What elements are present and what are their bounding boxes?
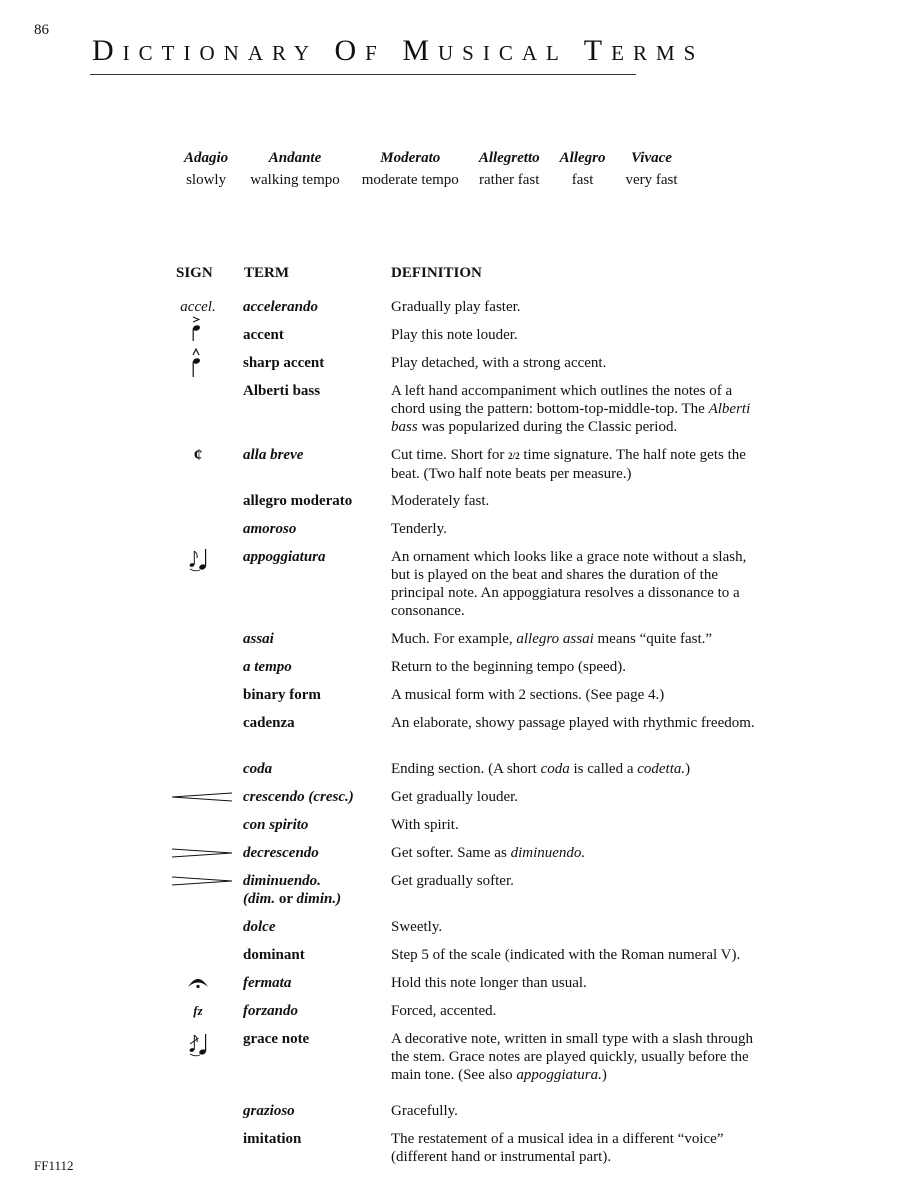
accel-sign: accel.	[180, 299, 216, 315]
tempo-term: Allegro	[559, 150, 606, 166]
entry-sharp-accent	[0, 354, 900, 372]
tempo-terms-row	[174, 150, 688, 172]
entry-dolce	[0, 918, 900, 936]
header-sign: SIGN	[176, 265, 213, 281]
sign-cell	[160, 548, 236, 572]
decrescendo-hairpin-icon	[172, 844, 234, 862]
term: Alberti bass	[243, 383, 321, 399]
definition: Get gradually louder.	[391, 789, 519, 805]
definition: Tenderly.	[391, 521, 447, 537]
entry-amoroso	[0, 520, 900, 538]
sign-cell	[172, 872, 234, 890]
term: allegro moderato	[243, 493, 353, 509]
sign-cell	[160, 354, 236, 378]
tempo-term: Andante	[268, 150, 322, 166]
tempo-term: Adagio	[184, 150, 229, 166]
tempo-meaning: fast	[571, 172, 594, 188]
term: grazioso	[243, 1103, 295, 1119]
definition: Play this note louder.	[391, 327, 518, 343]
entry-accelerando	[0, 298, 900, 316]
entry-appoggiatura	[0, 548, 900, 620]
definition: Sweetly.	[391, 919, 443, 935]
term: grace note	[243, 1031, 310, 1047]
entry-dominant	[0, 946, 900, 964]
grace-note-icon	[185, 1030, 211, 1058]
entry-accent	[0, 326, 900, 344]
time-signature-fraction: 2/2	[508, 451, 520, 461]
sign-cell	[160, 326, 236, 342]
sign-cell	[172, 788, 234, 806]
appoggiatura-note-icon	[185, 546, 211, 572]
entry-alberti-bass	[0, 382, 900, 436]
tempo-term: Vivace	[631, 150, 672, 166]
entry-crescendo	[0, 788, 900, 806]
cut-time-sign: ¢	[193, 445, 203, 464]
definition: With spirit.	[391, 817, 459, 833]
definition: Much. For example, allegro assai means “quite fast.”	[391, 631, 713, 647]
term: sharp accent	[243, 355, 325, 371]
sign-cell	[160, 1002, 236, 1020]
term: diminuendo. (dim. or dimin.)	[243, 873, 342, 907]
term: dominant	[243, 947, 305, 963]
definition: Forced, accented.	[391, 1003, 497, 1019]
tempo-meaning: walking tempo	[250, 172, 340, 188]
term: assai	[243, 631, 274, 647]
definition: Moderately fast.	[391, 493, 490, 509]
entry-grace-note	[0, 1030, 900, 1092]
sign-cell	[160, 974, 236, 990]
tempo-meanings-row	[174, 172, 688, 194]
accent-note-icon	[190, 316, 206, 342]
title-rule	[90, 74, 636, 75]
entry-coda	[0, 760, 900, 778]
term: fermata	[243, 975, 292, 991]
term: alla breve	[243, 447, 304, 463]
term: coda	[243, 761, 273, 777]
entry-con-spirito	[0, 816, 900, 834]
fermata-icon	[186, 974, 210, 990]
sign-cell	[172, 844, 234, 862]
term: cadenza	[243, 715, 295, 731]
entry-fermata	[0, 974, 900, 992]
tempo-table	[174, 150, 688, 194]
entry-cadenza	[0, 714, 900, 750]
term: a tempo	[243, 659, 292, 675]
definition: Step 5 of the scale (indicated with the Roman numeral V).	[391, 947, 741, 963]
entry-a-tempo	[0, 658, 900, 676]
definition: Return to the beginning tempo (speed).	[391, 659, 626, 675]
definition: Hold this note longer than usual.	[391, 975, 587, 991]
term: binary form	[243, 687, 321, 703]
definition: A musical form with 2 sections. (See page 4.)	[391, 687, 665, 703]
definition: An ornament which looks like a grace note without a slash, but is played on the beat and shares the duration of the principal note. An appoggiatura resolves a dissonance to a consonance.	[391, 549, 747, 619]
term: decrescendo	[243, 845, 319, 861]
page-title: Dictionary Of Musical Terms	[92, 34, 705, 67]
crescendo-hairpin-icon	[172, 788, 234, 806]
sign-cell	[160, 446, 236, 465]
entry-alla-breve	[0, 446, 900, 482]
definition: Gracefully.	[391, 1103, 458, 1119]
definition: A left hand accompaniment which outlines the notes of a chord using the pattern: bottom-top-middle-top. The Alberti bass was popularized during the Classic period.	[391, 383, 751, 435]
term: crescendo (cresc.)	[243, 789, 354, 805]
term: forzando	[243, 1003, 299, 1019]
term: amoroso	[243, 521, 297, 537]
definition: Get softer. Same as diminuendo.	[391, 845, 586, 861]
sign-cell	[160, 1030, 236, 1058]
diminuendo-hairpin-icon	[172, 872, 234, 890]
term: imitation	[243, 1131, 302, 1147]
definition: An elaborate, showy passage played with rhythmic freedom.	[391, 715, 755, 731]
sign-cell	[160, 298, 236, 316]
entry-allegro-moderato	[0, 492, 900, 510]
entry-decrescendo	[0, 844, 900, 862]
sharp-accent-note-icon	[190, 348, 206, 378]
term: con spirito	[243, 817, 309, 833]
definition: Get gradually softer.	[391, 873, 514, 889]
entry-assai	[0, 630, 900, 648]
forzando-sign: fz	[193, 1003, 203, 1018]
definition: The restatement of a musical idea in a different “voice” (different hand or instrumental part).	[391, 1131, 724, 1165]
entry-imitation	[0, 1130, 900, 1166]
entry-grazioso	[0, 1102, 900, 1120]
tempo-meaning: rather fast	[479, 172, 540, 188]
tempo-meaning: slowly	[186, 172, 227, 188]
term: accelerando	[243, 299, 318, 315]
tempo-meaning: very fast	[625, 172, 678, 188]
definition: Ending section. (A short coda is called a codetta.)	[391, 761, 691, 777]
definition: Gradually play faster.	[391, 299, 521, 315]
tempo-meaning: moderate tempo	[361, 172, 459, 188]
header-definition: DEFINITION	[391, 265, 482, 281]
definition: Play detached, with a strong accent.	[391, 355, 607, 371]
entry-forzando	[0, 1002, 900, 1020]
tempo-term: Allegretto	[478, 150, 540, 166]
entry-diminuendo	[0, 872, 900, 908]
term: accent	[243, 327, 284, 343]
term: dolce	[243, 919, 276, 935]
entries-list	[0, 298, 900, 1176]
footer-code: FF1112	[34, 1158, 74, 1173]
term: appoggiatura	[243, 549, 326, 565]
definition: A decorative note, written in small type with a slash through the stem. Grace notes are played quickly, usually before the main tone. (See also appoggiatura.)	[391, 1031, 754, 1083]
tempo-term: Moderato	[380, 150, 441, 166]
entry-binary-form	[0, 686, 900, 704]
header-term: TERM	[244, 265, 289, 281]
page-number: 86	[34, 22, 49, 38]
definition: Cut time. Short for 2/2 time signature. The half note gets the beat. (Two half note beats per measure.)	[391, 447, 746, 482]
